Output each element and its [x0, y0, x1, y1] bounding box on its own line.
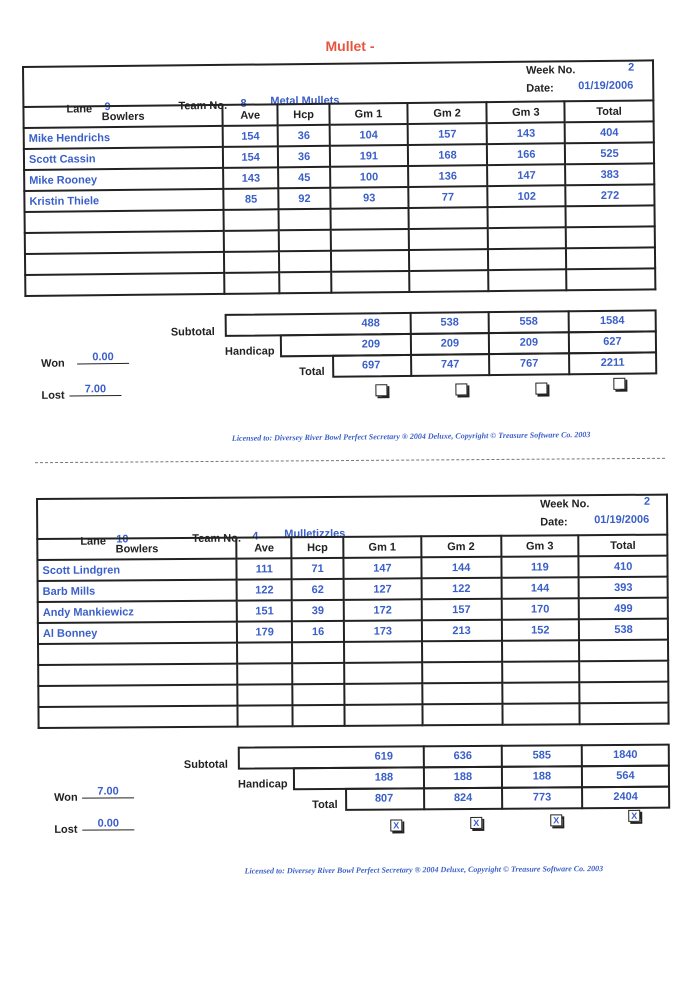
date-value: 01/19/2006 — [578, 79, 634, 93]
total-gm1: 697 — [361, 359, 381, 372]
col-gm3: Gm 3 — [501, 535, 579, 557]
bowler-name: Andy Mankiewicz — [38, 601, 237, 623]
bowler-gm3: 143 — [487, 122, 565, 144]
col-bowlers: Bowlers — [37, 538, 236, 560]
bowler-ave: 154 — [223, 125, 278, 147]
bowler-hcp: 45 — [278, 167, 330, 189]
bowler-name: Al Bonney — [38, 622, 237, 644]
handicap-total: 627 — [603, 335, 622, 348]
bowler-name: Barb Mills — [38, 580, 237, 602]
bowler-gm3: 170 — [501, 598, 579, 620]
bowler-hcp: 39 — [292, 600, 344, 621]
col-gm2: Gm 2 — [421, 536, 501, 558]
bowler-gm1: 147 — [343, 557, 421, 579]
total-total: 2404 — [613, 790, 638, 803]
bowler-total: 393 — [579, 577, 668, 599]
week-label: Week No. — [526, 64, 576, 77]
handicap-label: Handicap — [237, 778, 288, 791]
bowler-gm3: 152 — [501, 619, 579, 641]
bowler-total: 410 — [579, 556, 668, 578]
total-gm2: 824 — [453, 791, 473, 805]
bowler-name: Scott Lindgren — [37, 559, 236, 581]
subtotal-gm1: 488 — [361, 317, 380, 330]
date-value: 01/19/2006 — [594, 513, 650, 527]
total-gm3: 767 — [519, 357, 539, 370]
bowler-hcp: 36 — [278, 146, 330, 168]
bowler-hcp: 92 — [278, 188, 330, 210]
subtotal-total: 1840 — [613, 748, 638, 761]
bowler-hcp: 36 — [278, 125, 330, 147]
week-value: 2 — [643, 495, 651, 508]
total-gm1: 807 — [374, 792, 394, 805]
team-label: Team No. — [178, 99, 228, 113]
bowler-gm2: 157 — [407, 123, 487, 145]
subtotal-gm3: 558 — [519, 315, 538, 328]
bowler-name: Mike Rooney — [24, 168, 223, 191]
bowler-ave: 154 — [223, 146, 278, 168]
col-total: Total — [565, 100, 654, 122]
team-name: Mulletizzles — [284, 527, 346, 541]
score-sheet-1 — [22, 59, 654, 443]
bowler-total: 538 — [579, 619, 668, 641]
bowler-ave: 85 — [224, 188, 279, 210]
won-value: 0.00 — [77, 351, 129, 365]
lane-value: 9 — [104, 101, 111, 114]
lost-label: Lost — [41, 389, 65, 402]
bowler-gm3: 147 — [488, 164, 566, 186]
won-label: Won — [54, 791, 78, 804]
checkbox-gm2[interactable] — [455, 383, 467, 395]
checkbox-gm3[interactable] — [535, 383, 547, 395]
bowler-gm1: 172 — [344, 599, 422, 621]
license-footer: Licensed to: Diversey River Bowl Perfect Secretary ® 2004 Deluxe, Copyright © Treasure Software Co. 2003 — [231, 430, 591, 443]
handicap-gm3: 188 — [532, 770, 552, 783]
col-hcp: Hcp — [278, 104, 330, 126]
subtotal-gm2: 538 — [440, 316, 459, 329]
col-gm3: Gm 3 — [487, 101, 565, 123]
score-table — [22, 99, 656, 297]
bowler-gm1: 127 — [344, 578, 422, 600]
handicap-gm3: 209 — [519, 336, 539, 349]
bowler-name: Kristin Thiele — [24, 189, 223, 212]
lane-value: 10 — [116, 533, 129, 546]
bowler-name: Mike Hendrichs — [24, 126, 223, 149]
lane-label: Lane — [80, 535, 107, 548]
bowler-name: Scott Cassin — [24, 147, 223, 170]
lost-label: Lost — [54, 823, 78, 836]
bowler-gm2: 168 — [408, 144, 488, 166]
subtotal-label: Subtotal — [170, 325, 215, 339]
total-total: 2211 — [600, 356, 625, 369]
handicap-gm2: 209 — [440, 337, 460, 350]
bowler-ave: 122 — [237, 579, 292, 600]
week-value: 2 — [627, 61, 635, 74]
checkbox-total[interactable]: X — [628, 810, 640, 822]
bowler-total: 404 — [565, 121, 654, 143]
bowler-total: 525 — [565, 142, 654, 164]
bowler-ave: 179 — [237, 621, 292, 642]
bowler-total: 499 — [579, 598, 668, 620]
bowler-gm3: 166 — [487, 143, 565, 165]
handicap-label: Handicap — [224, 345, 275, 358]
bowler-ave: 143 — [223, 167, 278, 189]
bowler-gm1: 93 — [330, 187, 408, 209]
col-total: Total — [579, 535, 668, 557]
team-name: Metal Mullets — [270, 94, 340, 108]
bowler-total: 383 — [565, 163, 654, 185]
col-ave: Ave — [223, 104, 278, 126]
bowler-hcp: 62 — [292, 579, 344, 600]
week-label: Week No. — [540, 498, 590, 511]
bowler-gm2: 136 — [408, 165, 488, 187]
bowler-gm1: 100 — [330, 166, 408, 188]
subtotal-gm2: 636 — [453, 749, 473, 763]
bowler-hcp: 71 — [292, 558, 344, 579]
bowler-ave: 111 — [237, 558, 292, 579]
bowler-gm3: 119 — [501, 556, 579, 578]
checkbox-gm1[interactable] — [375, 384, 387, 396]
total-label: Total — [312, 798, 338, 812]
col-hcp: Hcp — [291, 537, 343, 558]
total-gm2: 747 — [440, 358, 460, 371]
sheet-divider — [35, 458, 665, 463]
bowler-gm2: 157 — [421, 599, 501, 621]
date-label: Date: — [540, 516, 568, 529]
handicap-gm1: 188 — [374, 771, 394, 784]
team-number: 4 — [252, 530, 259, 543]
checkbox-gm1[interactable]: X — [390, 819, 402, 831]
bowler-gm2: 77 — [408, 186, 488, 208]
date-label: Date: — [526, 82, 554, 95]
license-footer: Licensed to: Diversey River Bowl Perfect Secretary ® 2004 Deluxe, Copyright © Treasure Software Co. 2003 — [244, 864, 604, 876]
bowler-hcp: 16 — [292, 621, 344, 642]
bowler-gm1: 173 — [344, 620, 422, 642]
total-gm3: 773 — [532, 791, 552, 804]
bowler-gm2: 144 — [421, 557, 501, 579]
col-bowlers: Bowlers — [23, 105, 222, 128]
checkbox-gm2[interactable]: X — [470, 817, 482, 829]
col-gm1: Gm 1 — [343, 536, 421, 558]
lost-value: 0.00 — [82, 817, 134, 830]
bowler-gm1: 104 — [330, 124, 408, 146]
subtotal-label: Subtotal — [183, 758, 228, 771]
score-table — [36, 534, 669, 729]
checkbox-gm3[interactable]: X — [550, 814, 562, 826]
bowler-gm2: 213 — [422, 620, 502, 642]
bowler-gm2: 122 — [421, 578, 501, 600]
bowler-gm1: 191 — [330, 145, 408, 167]
handicap-gm1: 209 — [361, 338, 381, 351]
total-label: Total — [299, 365, 325, 379]
empty-row — [38, 703, 668, 728]
col-gm2: Gm 2 — [407, 102, 487, 124]
lane-label: Lane — [66, 103, 93, 116]
lost-value: 7.00 — [69, 383, 121, 397]
checkbox-total[interactable] — [613, 378, 625, 390]
won-value: 7.00 — [82, 785, 134, 798]
handicap-gm2: 188 — [453, 770, 473, 784]
page-title: Mullet - — [325, 38, 375, 54]
subtotal-total: 1584 — [599, 314, 625, 327]
won-label: Won — [41, 357, 65, 370]
bowler-total: 272 — [565, 184, 654, 206]
bowler-gm3: 102 — [488, 185, 566, 207]
bowler-ave: 151 — [237, 600, 292, 621]
col-gm1: Gm 1 — [329, 103, 407, 125]
score-sheet-2 — [36, 494, 668, 876]
team-label: Team No. — [192, 532, 242, 545]
bowler-gm3: 144 — [501, 577, 579, 599]
team-number: 8 — [240, 97, 247, 110]
subtotal-gm3: 585 — [532, 749, 552, 762]
handicap-total: 564 — [616, 769, 635, 782]
col-ave: Ave — [237, 537, 292, 558]
subtotal-gm1: 619 — [374, 750, 394, 763]
